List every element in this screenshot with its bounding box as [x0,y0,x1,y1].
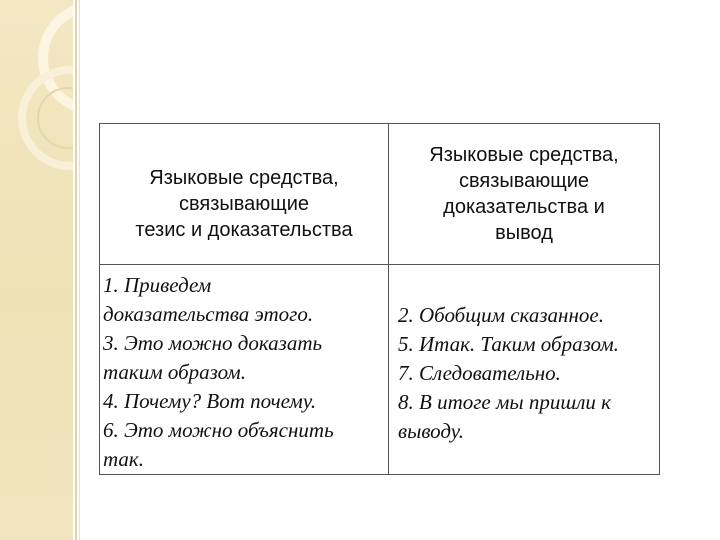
decorative-vertical-line [75,0,77,540]
header-line: доказательства и [443,196,605,218]
phrase-line: доказательства этого. [103,302,314,326]
phrase-line: 3. Это можно доказать [103,331,323,355]
phrase-line: 6. Это можно объяснить [103,418,334,442]
header-line: связывающие [178,193,310,215]
header-line: вывод [495,222,553,244]
phrase-line: 4. Почему? Вот почему. [103,389,317,413]
decorative-side-panel [0,0,73,540]
phrase-line: 8. В итоге мы пришли к [398,390,611,414]
header-line: Языковые средства, [429,144,619,166]
deco-circle-large [43,6,73,110]
language-means-table [99,123,660,475]
phrase-line: 1. Приведем [103,273,212,297]
table-body-row [100,265,660,475]
decorative-vertical-line-thin [79,0,80,540]
decorative-circles-graphic [0,0,73,540]
header-cell-arguments-conclusion [389,124,660,265]
phrase-line: выводу. [398,419,464,443]
table-header-row [100,124,660,265]
phrase-line: таким образом. [103,360,246,384]
header-line: Языковые средства, [149,167,339,189]
phrase-line: так. [103,447,144,471]
phrase-line: 7. Следовательно. [398,361,561,385]
body-cell-thesis-phrases [100,265,389,475]
header-cell-thesis-arguments [100,124,389,265]
phrase-line: 5. Итак. Таким образом. [398,332,619,356]
phrase-line: 2. Обобщим сказанное. [398,303,604,327]
header-line: связывающие [458,170,590,192]
header-line: тезис и доказательства [135,219,353,241]
body-cell-conclusion-phrases [389,265,660,475]
